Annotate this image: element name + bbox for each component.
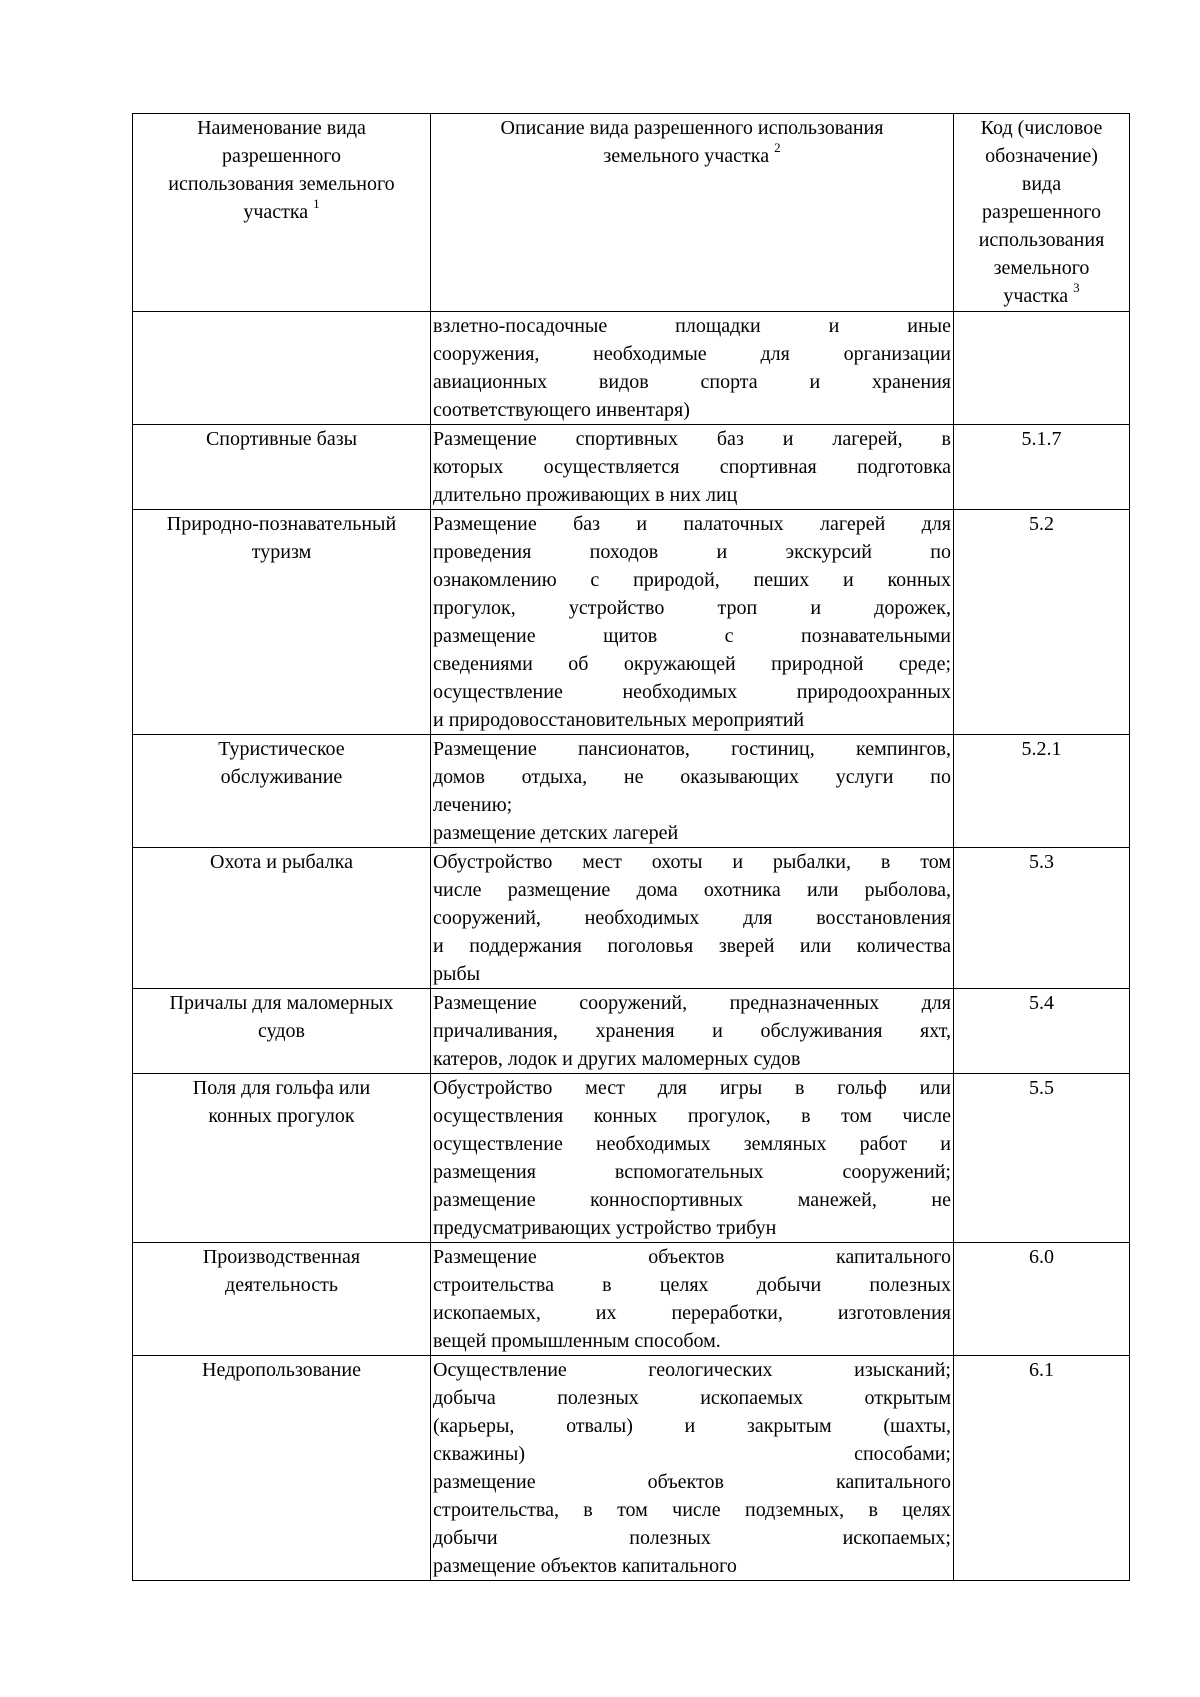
description-line: размещение объектов капитального <box>433 1555 737 1577</box>
use-type-code: 5.4 <box>1029 992 1054 1014</box>
use-type-name: Недропользование <box>202 1359 361 1381</box>
description-line: прогулок, устройство троп и дорожек, <box>433 597 951 619</box>
description-line: размещение объектов капитального <box>433 1471 951 1493</box>
description-line: ископаемых, их переработки, изготовления <box>433 1302 951 1324</box>
use-type-name-cell <box>133 510 431 735</box>
table-row <box>133 1074 1130 1243</box>
table-row <box>133 1243 1130 1356</box>
table-body <box>133 312 1130 1581</box>
description-line: Размещение объектов капитального <box>433 1246 951 1268</box>
description-line: соответствующего инвентаря) <box>433 399 690 421</box>
table-header-row <box>133 114 1130 312</box>
header-col1-line: Наименование вида <box>197 117 366 139</box>
use-type-code: 5.2 <box>1029 513 1054 535</box>
description-line: скважины) способами; <box>433 1443 951 1465</box>
description-line: Обустройство мест охоты и рыбалки, в том <box>433 851 951 873</box>
use-type-name: туризм <box>251 541 312 563</box>
use-type-code: 5.2.1 <box>1021 738 1062 760</box>
description-line: ознакомлению с природой, пеших и конных <box>433 569 951 591</box>
header-col3-last: участка <box>1003 285 1069 307</box>
description-line: длительно проживающих в них лиц <box>433 484 738 506</box>
table-row <box>133 848 1130 989</box>
table-row <box>133 510 1130 735</box>
header-col1-last: участка <box>243 201 309 223</box>
description-line: рыбы <box>433 963 481 985</box>
use-type-name-cell <box>133 1243 431 1356</box>
use-type-code: 5.1.7 <box>1021 428 1062 450</box>
use-type-description-cell <box>431 1074 954 1243</box>
description-line: добычи полезных ископаемых; <box>433 1527 951 1549</box>
use-type-name: Причалы для маломерных <box>169 992 394 1014</box>
header-col1-line: использования земельного <box>168 173 395 195</box>
description-line: предусматривающих устройство трибун <box>433 1217 777 1239</box>
description-line: сведениями об окружающей природной среде; <box>433 653 951 675</box>
use-type-name: конных прогулок <box>208 1105 355 1127</box>
use-type-code-cell <box>954 312 1130 425</box>
header-name-column <box>133 114 431 312</box>
description-line: сооружения, необходимые для организации <box>433 343 951 365</box>
header-code-column <box>954 114 1130 312</box>
description-line: строительства в целях добычи полезных <box>433 1274 951 1296</box>
description-line: авиационных видов спорта и хранения <box>433 371 951 393</box>
table-row <box>133 312 1130 425</box>
description-line: осуществления конных прогулок, в том числе <box>433 1105 951 1127</box>
use-type-code-cell <box>954 1243 1130 1356</box>
footnote-mark: 1 <box>313 196 320 212</box>
description-line: Размещение спортивных баз и лагерей, в <box>433 428 951 450</box>
header-col3-line: земельного <box>993 257 1090 279</box>
use-type-code-cell <box>954 1074 1130 1243</box>
use-type-name-cell <box>133 989 431 1074</box>
use-type-code-cell <box>954 989 1130 1074</box>
use-type-description-cell <box>431 312 954 425</box>
description-line: которых осуществляется спортивная подготовка <box>433 456 951 478</box>
footnote-mark: 2 <box>774 140 781 156</box>
header-col3-line: Код (числовое <box>980 117 1103 139</box>
description-line: числе размещение дома охотника или рыболова, <box>433 879 951 901</box>
description-line: взлетно-посадочные площадки и иные <box>433 315 951 337</box>
description-line: (карьеры, отвалы) и закрытым (шахты, <box>433 1415 951 1437</box>
use-type-description-cell <box>431 510 954 735</box>
description-line: размещение детских лагерей <box>433 822 679 844</box>
use-type-name-cell <box>133 312 431 425</box>
use-type-description-cell <box>431 735 954 848</box>
use-type-name-cell <box>133 1074 431 1243</box>
header-col3-line <box>956 282 1127 310</box>
description-line: размещение щитов с познавательными <box>433 625 951 647</box>
use-type-code-cell <box>954 425 1130 510</box>
use-type-code-cell <box>954 735 1130 848</box>
table-row <box>133 989 1130 1074</box>
use-type-description-cell <box>431 425 954 510</box>
description-line: добыча полезных ископаемых открытым <box>433 1387 951 1409</box>
description-line: причаливания, хранения и обслуживания яхт, <box>433 1020 951 1042</box>
description-line: катеров, лодок и других маломерных судов <box>433 1048 801 1070</box>
header-description-column <box>431 114 954 312</box>
use-type-name: Охота и рыбалка <box>210 851 353 873</box>
use-type-code-cell <box>954 1356 1130 1581</box>
table-row <box>133 1356 1130 1581</box>
description-line: Осуществление геологических изысканий; <box>433 1359 951 1381</box>
use-type-name: Спортивные базы <box>205 428 358 450</box>
description-line: Размещение пансионатов, гостиниц, кемпингов, <box>433 738 951 760</box>
use-type-name: Туристическое <box>218 738 345 760</box>
use-type-name-cell <box>133 425 431 510</box>
use-type-description-cell <box>431 1243 954 1356</box>
description-line: сооружений, необходимых для восстановления <box>433 907 951 929</box>
use-type-name: судов <box>258 1020 305 1042</box>
use-type-description-cell <box>431 1356 954 1581</box>
description-line: и поддержания поголовья зверей или количества <box>433 935 951 957</box>
header-col3-line: разрешенного <box>981 201 1102 223</box>
description-line: Размещение сооружений, предназначенных для <box>433 992 951 1014</box>
description-line: строительства, в том числе подземных, в целях <box>433 1499 951 1521</box>
land-use-table <box>132 113 1130 1581</box>
header-col2-last: земельного участка <box>603 145 770 167</box>
use-type-code: 6.0 <box>1029 1246 1054 1268</box>
description-line: домов отдыха, не оказывающих услуги по <box>433 766 951 788</box>
description-line: размещение конноспортивных манежей, не <box>433 1189 951 1211</box>
use-type-description-cell <box>431 989 954 1074</box>
use-type-code: 6.1 <box>1029 1359 1054 1381</box>
use-type-name-cell <box>133 1356 431 1581</box>
use-type-code: 5.3 <box>1029 851 1054 873</box>
use-type-name-cell <box>133 735 431 848</box>
header-col1-line: разрешенного <box>221 145 342 167</box>
header-col3-line: использования <box>978 229 1105 251</box>
header-col2-line <box>433 142 951 170</box>
use-type-name: Поля для гольфа или <box>192 1077 371 1099</box>
footnote-mark: 3 <box>1073 280 1080 296</box>
table-row <box>133 425 1130 510</box>
header-col3-line: вида <box>1021 173 1062 195</box>
use-type-code-cell <box>954 510 1130 735</box>
description-line: и природовосстановительных мероприятий <box>433 709 805 731</box>
description-line: Размещение баз и палаточных лагерей для <box>433 513 951 535</box>
header-col3-line: обозначение) <box>985 145 1098 167</box>
header-col1-line <box>135 198 428 226</box>
use-type-name: деятельность <box>225 1274 338 1296</box>
table-row <box>133 735 1130 848</box>
description-line: Обустройство мест для игры в гольф или <box>433 1077 951 1099</box>
description-line: лечению; <box>433 794 513 816</box>
description-line: размещения вспомогательных сооружений; <box>433 1161 951 1183</box>
description-line: проведения походов и экскурсий по <box>433 541 951 563</box>
use-type-name: Природно-познавательный <box>166 513 397 535</box>
use-type-code: 5.5 <box>1029 1077 1054 1099</box>
description-line: осуществление необходимых земляных работ и <box>433 1133 951 1155</box>
description-line: осуществление необходимых природоохранных <box>433 681 951 703</box>
use-type-description-cell <box>431 848 954 989</box>
use-type-code-cell <box>954 848 1130 989</box>
header-col2-line: Описание вида разрешенного использования <box>500 117 884 139</box>
description-line: вещей промышленным способом. <box>433 1330 721 1352</box>
use-type-name-cell <box>133 848 431 989</box>
use-type-name: обслуживание <box>220 766 343 788</box>
use-type-name: Производственная <box>202 1246 361 1268</box>
